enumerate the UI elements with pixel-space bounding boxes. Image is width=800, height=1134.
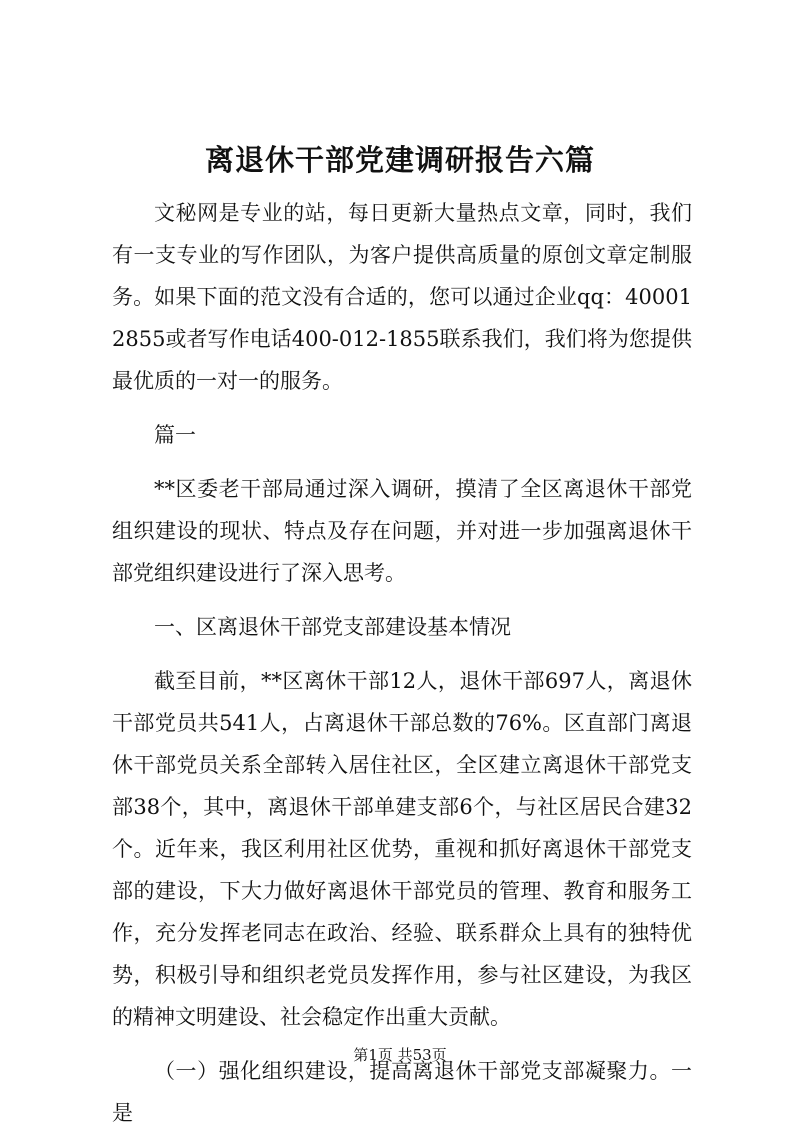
subsection-heading-organization: （一）强化组织建设，提高离退休干部党支部凝聚力。一是: [112, 1059, 692, 1125]
intro-paragraph: 文秘网是专业的站，每日更新大量热点文章，同时，我们有一支专业的写作团队，为客户提供高质量的原创文章定制服务。如果下面的范文没有合适的，您可以通过企业qq：400012855或者写作电话400-012-1855联系我们，我们将为您提供最优质的一对一的服务。: [112, 201, 692, 393]
section-label-part-one: 篇一: [154, 423, 196, 447]
document-title: 离退休干部党建调研报告六篇: [204, 143, 595, 177]
page-number-footer: 第1页 共53页: [353, 1046, 447, 1064]
summary-paragraph: **区委老干部局通过深入调研，摸清了全区离退休干部党组织建设的现状、特点及存在问题，并对进一步加强离退休干部党组织建设进行了深入思考。: [112, 477, 692, 585]
document-body: [112, 192, 692, 1134]
basic-situation-paragraph: 截至目前，**区离休干部12人，退休干部697人，离退休干部党员共541人，占离退休干部总数的76%。区直部门离退休干部党员关系全部转入居住社区，全区建立离退休干部党支部38个，其中，离退休干部单建支部6个，与社区居民合建32个。近年来，我区利用社区优势，重视和抓好离退休干部党支部的建设，下大力做好离退休干部党员的管理、教育和服务工作，充分发挥老同志在政治、经验、联系群众上具有的独特优势，积极引导和组织老党员发挥作用，参与社区建设，为我区的精神文明建设、社会稳定作出重大贡献。: [112, 669, 692, 1029]
section-heading-basic-situation: 一、区离退休干部党支部建设基本情况: [154, 615, 511, 639]
